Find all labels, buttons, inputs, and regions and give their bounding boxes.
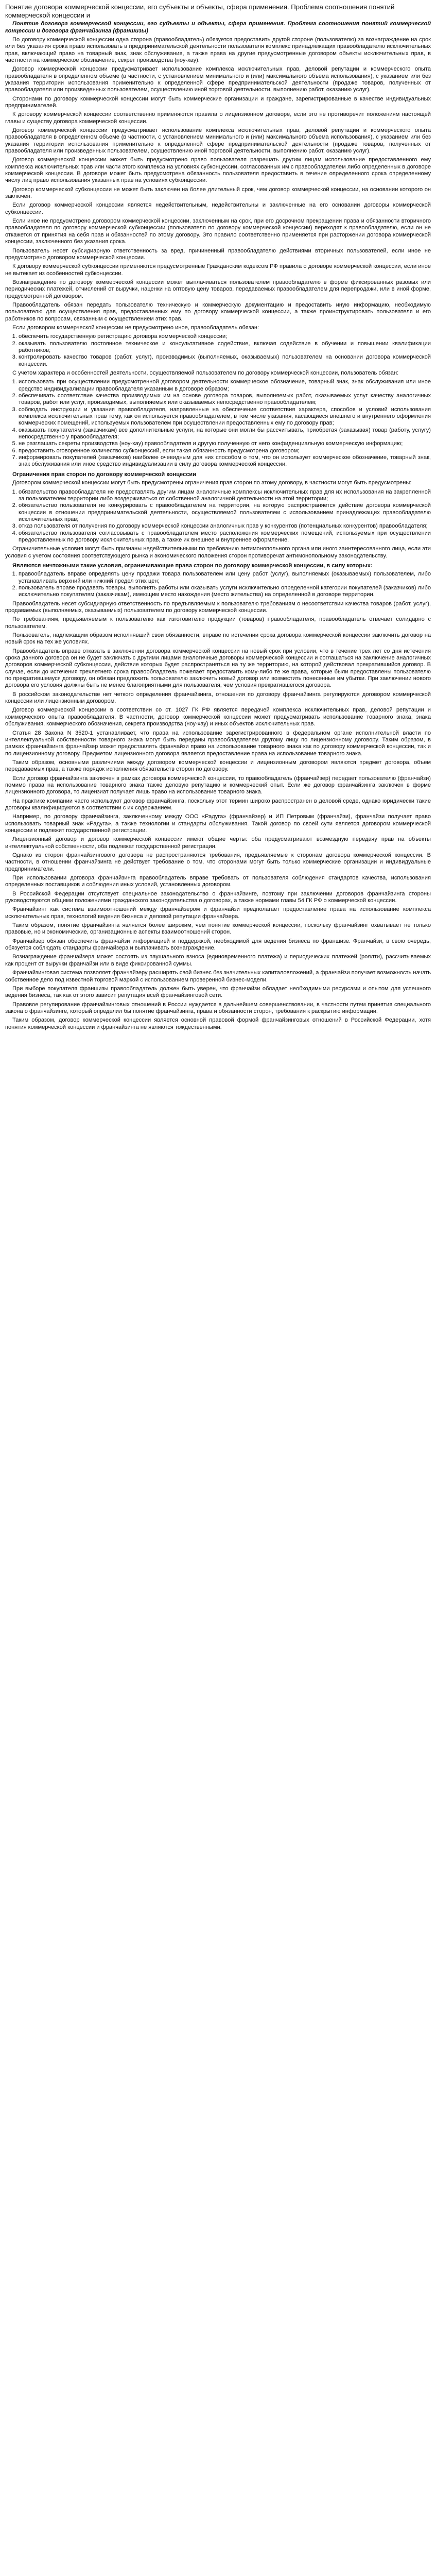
list-item: 4. обязательство пользователя согласовывать с правообладателем место расположения коммерческих помещений, используемых при осуществлении предоставленных по договору исключительных прав, а также их внешнее и внутреннее оформление. bbox=[19, 530, 431, 544]
paragraph: При выборе покупателя франшизы правообладатель должен быть уверен, что франчайзи обладает необходимыми ресурсами и опытом для успешного ведения бизнеса, так как от этого зависит репутация всей франчайзинговой сети. bbox=[5, 985, 431, 999]
paragraph: Договором коммерческой концессии могут быть предусмотрены ограничения прав сторон по этому договору, в частности могут быть предусмотрены: bbox=[12, 480, 412, 486]
paragraph: Однако из сторон франчайзингового договора не распространяются требования, предъявляемые к сторонам договора коммерческой концессии. В частности, в отношении франчайзинга не действует требование о том, что сторонами могут быть только коммерческие организации и индивидуальные предприниматели. bbox=[5, 852, 431, 872]
paragraph: Франчайзинг как система взаимоотношений между франчайзером и франчайзи предполагает предоставление права на использование комплекса исключительных прав, технологий ведения бизнеса и деловой репутации франчайзера. bbox=[5, 906, 431, 920]
list-item: 4. оказывать покупателям (заказчикам) все дополнительные услуги, на которые они могли бы рассчитывать, приобретая (заказывая) товар (работу, услугу) непосредственно у правообладателя; bbox=[19, 427, 431, 441]
paragraph: Пользователь, надлежащим образом исполнявший свои обязанности, вправе по истечении срока договора коммерческой концессии заключить договор на новый срок на тех же условиях. bbox=[5, 632, 431, 646]
paragraph: Ограничительные условия могут быть признаны недействительными по требованию антимонопольного органа или иного заинтересованного лица, если эти условия с учетом состояния соответствующего рынка и экономического положения сторон противоречат антимонопольному законодательству. bbox=[5, 546, 431, 559]
list-item: 1. обязательство правообладателя не предоставлять другим лицам аналогичные комплексы исключительных прав для их использования на закрепленной за пользователем территории либо воздерживаться от собственной аналогичной деятельности на этой территории; bbox=[19, 489, 431, 503]
paragraph: По договору коммерческой концессии одна сторона (правообладатель) обязуется предоставить другой стороне (пользователю) за вознаграждение на срок или без указания срока право использовать в предпринимательской деятельности пользователя комплекс принадлежащих правообладателю исключительных прав, включающий право на товарный знак, знак обслуживания, а также права на другие предусмотренные договором объекты исключительных прав, в частности на коммерческое обозначение, секрет производства (ноу-хау). bbox=[5, 36, 431, 63]
paragraph: Таким образом, понятие франчайзинга является более широким, чем понятие коммерческой концессии, поскольку франчайзинг охватывает не только правовые, но и экономические, организационные аспекты взаимоотношений сторон. bbox=[5, 922, 431, 936]
list-item: 2. пользователь вправе продавать товары, выполнять работы или оказывать услуги исключительно определенной категории покупателей (заказчиков) либо исключительно покупателям (заказчикам), имеющим место нахождения (место жительства) на определенной в договоре территории. bbox=[19, 585, 431, 599]
list-item: 1. обеспечить государственную регистрацию договора коммерческой концессии; bbox=[19, 333, 431, 340]
paragraph: Договор коммерческой концессии может быть предусмотрено право пользователя разрешать другим лицам использование предоставленного ему комплекса исключительных прав или части этого комплекса на условиях субконцессии, согласованных им с правообладателем либо определенных в договоре коммерческой концессии. В договоре может быть предусмотрена обязанность пользователя предоставить в течение определенного срока определенному числу лиц право использования указанных прав на условиях субконцессии. bbox=[5, 157, 431, 184]
paragraph: Франчайзер обязан обеспечить франчайзи информацией и поддержкой, необходимой для ведения бизнеса по франшизе. Франчайзи, в свою очередь, обязуется соблюдать стандарты франчайзера и выплачивать вознаграждение. bbox=[5, 938, 431, 952]
list-item: 5. не разглашать секреты производства (ноу-хау) правообладателя и другую полученную от него конфиденциальную коммерческую информацию; bbox=[19, 440, 431, 447]
paragraph: Договор коммерческой концессии в соответствии со ст. 1027 ГК РФ является передачей комплекса исключительных прав, деловой репутации и коммерческого опыта правообладателя. В частности, договор коммерческой концессии может предусматривать использование товарного знака, знака обслуживания, коммерческого обозначения, секрета производства (ноу-хау) и иных объектов исключительных прав. bbox=[5, 707, 431, 727]
section-8 bbox=[5, 852, 431, 936]
paragraph: В российском законодательстве нет четкого определения франчайзинга, отношения по договору франчайзинга регулируются договором коммерческой концессии или лицензионным договором. bbox=[5, 691, 431, 705]
list-item: 2. оказывать пользователю постоянное техническое и консультативное содействие, включая содействие в обучении и повышении квалификации работников; bbox=[19, 341, 431, 354]
list-item: 3. соблюдать инструкции и указания правообладателя, направленные на обеспечение соответствия характера, способов и условий использования комплекса исключительных прав тому, как он используется правообладателем, в том числе указания, касающиеся внешнего и внутреннего оформления коммерческих помещений, используемых пользователем при осуществлении предоставленных ему по договору прав; bbox=[19, 406, 431, 427]
paragraph: С учетом характера и особенностей деятельности, осуществляемой пользователем по договору коммерческой концессии, пользователь обязан: bbox=[12, 370, 399, 376]
section-9 bbox=[5, 938, 431, 1031]
paragraph: Договор коммерческой концессии предусматривает использование комплекса исключительных прав, деловой репутации и коммерческого опыта правообладателя в определенном объеме (в частности, с установлением минимального и (или) максимального объема использования), с указанием или без указания территории использования применительно к определенной сфере предпринимательской деятельности (продаже товаров, полученных от правообладателя или произведенных пользователем, осуществлению иной торговой деятельности, выполнению работ, оказанию услуг). bbox=[5, 127, 431, 155]
paragraph: Договор коммерческой концессии предусматривает использование комплекса исключительных прав, деловой репутации и коммерческого опыта правообладателя в определенном объеме (в частности, с установлением минимального и (или) максимального объема использования), с указанием или без указания территории использования применительно к определенной сфере предпринимательской деятельности (продаже товаров, полученных от правообладателя или произведенных пользователем, осуществлению иной торговой деятельности, выполнению работ, оказанию услуг). bbox=[5, 66, 431, 93]
section-heading: Ограничения прав сторон по договору коммерческой концессии bbox=[12, 471, 197, 478]
paragraph: Статья 28 Закона N 3520-1 устанавливает, что права на использование зарегистрированного в федеральном органе исполнительной власти по интеллектуальной собственности товарного знака могут быть переданы правообладателем другому лицу по лицензионному договору. Таким образом, в рамках франчайзинга франчайзер может предоставлять франчайзи право на использование товарного знака как по договору коммерческой концессии, так и по лицензионному договору. Предметом лицензионного договора является предоставление права на использование товарного знака. bbox=[5, 730, 431, 757]
licensor-duties-list bbox=[5, 333, 431, 368]
paragraph: Таким образом, основными различиями между договором коммерческой концессии и лицензионным договором являются предмет договора, объем передаваемых прав, а также порядок исполнения обязательств сторон по договору. bbox=[5, 759, 431, 773]
paragraph: Правообладатель обязан передать пользователю техническую и коммерческую документацию и предоставить иную информацию, необходимую пользователю для осуществления прав, предоставленных ему по договору коммерческой концессии, а также проинструктировать пользователя и его работников по вопросам, связанным с осуществлением этих прав. bbox=[5, 301, 431, 322]
list-item: 3. отказ пользователя от получения по договору коммерческой концессии аналогичных прав у конкурентов (потенциальных конкурентов) правообладателя; bbox=[19, 523, 431, 530]
section-1 bbox=[5, 37, 431, 331]
paragraph: К договору коммерческой концессии соответственно применяются правила о лицензионном договоре, если это не противоречит положениям настоящей главы и существу договора коммерческой концессии. bbox=[5, 111, 431, 125]
paragraph: Если договором коммерческой концессии не предусмотрено иное, правообладатель обязан: bbox=[12, 324, 259, 331]
paragraph: При использовании договора франчайзинга правообладатель вправе требовать от пользователя соблюдения стандартов качества, использования определенных поставщиков и соблюдения иных условий, установленных договором. bbox=[5, 875, 431, 888]
document bbox=[0, 0, 436, 1031]
paragraph: Вознаграждение по договору коммерческой концессии может выплачиваться пользователем правообладателю в форме фиксированных разовых или периодических платежей, отчислений от выручки, наценки на оптовую цену товаров, передаваемых правообладателем для перепродажи, или в иной форме, предусмотренной договором. bbox=[5, 279, 431, 299]
paragraph: Правовое регулирование франчайзинговых отношений в России нуждается в дальнейшем совершенствовании, в частности путем принятия специального закона о франчайзинге, который определил бы понятие франчайзинга, права и обязанности сторон, требования к раскрытию информации. bbox=[5, 1001, 431, 1014]
paragraph: Сторонами по договору коммерческой концессии могут быть коммерческие организации и граждане, зарегистрированные в качестве индивидуальных предпринимателей. bbox=[5, 95, 431, 109]
void-conditions-list bbox=[5, 571, 431, 598]
paragraph: По требованиям, предъявляемым к пользователю как изготовителю продукции (товаров) правообладателя, правообладатель отвечает солидарно с пользователем. bbox=[5, 616, 431, 630]
paragraph: Если иное не предусмотрено договором коммерческой концессии, заключенным на срок, при его досрочном прекращении права и обязанности вторичного правообладателя по договору коммерческой субконцессии (пользователя по договору коммерческой концессии) переходят к правообладателю, если он не откажется от принятия на себя прав и обязанностей по этому договору. Это правило соответственно применяется при расторжении договора коммерческой концессии, заключенного без указания срока. bbox=[5, 218, 431, 245]
list-item: 1. использовать при осуществлении предусмотренной договором деятельности коммерческое обозначение, товарный знак, знак обслуживания или иное средство индивидуализации правообладателя указанным в договоре образом; bbox=[19, 379, 431, 393]
paragraph: Пользователь несет субсидиарную ответственность за вред, причиненный правообладателю действиями вторичных пользователей, если иное не предусмотрено договором коммерческой концессии. bbox=[5, 247, 431, 261]
list-item: 2. обязательство пользователя не конкурировать с правообладателем на территории, на которую распространяется действие договора коммерческой концессии в отношении предпринимательской деятельности, осуществляемой пользователем с использованием принадлежащих правообладателю исключительных прав; bbox=[19, 502, 431, 523]
paragraph: Франчайзинговая система позволяет франчайзеру расширять свой бизнес без значительных капиталовложений, а франчайзи получает возможность начать собственное дело под известной торговой маркой с использованием проверенной бизнес-модели. bbox=[5, 970, 431, 983]
restrictions-list bbox=[5, 489, 431, 544]
paragraph: В Российской Федерации отсутствует специальное законодательство о франчайзинге, поэтому при заключении договоров франчайзинга стороны руководствуются общими положениями гражданского законодательства о договорах, а также нормами главы 54 ГК РФ о коммерческой концессии. bbox=[5, 890, 431, 904]
paragraph: Договор коммерческой субконцессии не может быть заключен на более длительный срок, чем договор коммерческой концессии, на основании которого он заключен. bbox=[5, 186, 431, 200]
user-duties-list bbox=[5, 379, 431, 468]
page-title: Понятие договора коммерческой концессии, его субъекты и объекты, сфера применения. Проблема соотношения понятий коммерческой концессии и bbox=[5, 3, 395, 19]
paragraph: Если договор коммерческой концессии является недействительным, недействительны и заключенные на его основании договоры коммерческой субконцессии. bbox=[5, 202, 431, 215]
section-7 bbox=[5, 775, 431, 850]
list-item: 7. информировать покупателей (заказчиков) наиболее очевидным для них способом о том, что он использует коммерческое обозначение, товарный знак, знак обслуживания или иное средство индивидуализации в силу договора коммерческой концессии. bbox=[19, 454, 431, 468]
list-item: 2. обеспечивать соответствие качества производимых им на основе договора товаров, выполняемых работ, оказываемых услуг качеству аналогичных товаров, работ или услуг, производимых, выполняемых или оказываемых непосредственно правообладателем; bbox=[19, 393, 431, 406]
paragraph: К договору коммерческой субконцессии применяются предусмотренные Гражданским кодексом РФ правила о договоре коммерческой концессии, если иное не вытекает из особенностей субконцессии. bbox=[5, 263, 431, 277]
paragraph: На практике компании часто используют договор франчайзинга, поскольку этот термин широко распространен в деловой среде, однако юридически такие договоры квалифицируются в соответствии с их содержанием. bbox=[5, 798, 431, 811]
section-5 bbox=[5, 601, 431, 705]
list-item: 3. контролировать качество товаров (работ, услуг), производимых (выполняемых, оказываемых) пользователем на основании договора коммерческой концессии. bbox=[19, 354, 431, 368]
section-6 bbox=[5, 707, 431, 773]
paragraph: Например, по договору франчайзинга, заключенному между ООО «Радуга» (франчайзер) и ИП Петровым (франчайзи), франчайзи получает право использовать товарный знак «Радуга», а также технологии и стандарты обслуживания. Такой договор по своей сути является договором коммерческой концессии и подлежит государственной регистрации. bbox=[5, 814, 431, 834]
section-heading: Являются ничтожными такие условия, ограничивающие права сторон по договору коммерческой концессии, в силу которых: bbox=[12, 562, 373, 569]
paragraph: Если договор франчайзинга заключен в рамках договора коммерческой концессии, то правообладатель (франчайзер) передает пользователю (франчайзи) помимо права на использование товарного знака также деловую репутацию и коммерческий опыт. Если же договор франчайзинга заключен в форме лицензионного договора, то лицензиат получает лишь право на использование товарного знака. bbox=[5, 775, 431, 795]
paragraph: Правообладатель вправе отказать в заключении договора коммерческой концессии на новый срок при условии, что в течение трех лет со дня истечения срока данного договора он не будет заключать с другими лицами аналогичные договоры коммерческой концессии и соглашаться на заключение аналогичных договоров коммерческой субконцессии, действие которых будет распространяться на ту же территорию, на которой действовал прекратившийся договор. В случае, если до истечения трехлетнего срока правообладатель пожелает предоставить кому-либо те же права, которые были предоставлены пользователю по прекратившемуся договору, он обязан предложить пользователю заключить новый договор или возместить понесенные им убытки. При заключении нового договора его условия должны быть не менее благоприятными для пользователя, чем условия прекратившегося договора. bbox=[5, 648, 431, 689]
paragraph: Таким образом, договор коммерческой концессии является основной правовой формой франчайзинговых отношений в Российской Федерации, хотя понятия коммерческой концессии и франчайзинга не являются тождественными. bbox=[5, 1017, 431, 1030]
intro-lead: Понятие договора коммерческой концессии, его субъекты и объекты, сфера применения. Проблема соотношения понятий коммерческой концессии и договора франчайзинга (франшизы) bbox=[5, 21, 431, 34]
paragraph: Правообладатель несет субсидиарную ответственность по предъявляемым к пользователю требованиям о несоответствии качества товаров (работ, услуг), продаваемых (выполняемых, оказываемых) пользователем по договору коммерческой концессии. bbox=[5, 600, 431, 614]
list-item: 6. предоставить оговоренное количество субконцессий, если такая обязанность предусмотрена договором; bbox=[19, 448, 431, 454]
list-item: 1. правообладатель вправе определять цену продажи товара пользователем или цену работ (услуг), выполняемых (оказываемых) пользователем, либо устанавливать верхний или нижний предел этих цен; bbox=[19, 571, 431, 585]
paragraph: Вознаграждение франчайзера может состоять из паушального взноса (единовременного платежа) и периодических платежей (роялти), рассчитываемых как процент от выручки франчайзи или в виде фиксированной суммы. bbox=[5, 954, 431, 967]
paragraph: Лицензионный договор и договор коммерческой концессии имеют общие черты: оба предусматривают возмездную передачу прав на объекты интеллектуальной собственности, оба подлежат государственной регистрации. bbox=[5, 836, 431, 850]
